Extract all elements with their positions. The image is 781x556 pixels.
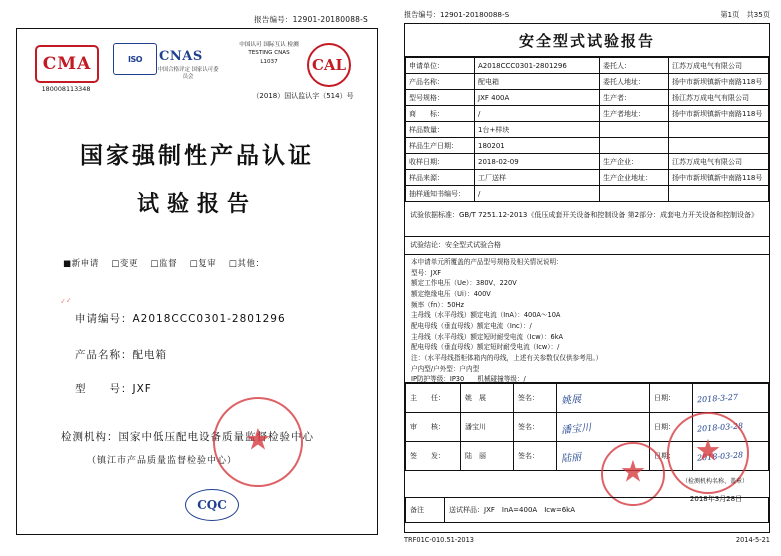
cqc-logo-text: CQC (197, 498, 227, 512)
conclusion-text: 安全型式试验合格 (445, 240, 501, 249)
cma-number: 180008113348 (41, 85, 91, 93)
cell-label: 型号规格： (406, 90, 475, 106)
detail-title: 本申请单元所覆盖的产品型号规格及相关情况说明： (411, 258, 563, 266)
page-subtitle: 试验报告 (136, 191, 257, 217)
cell-value: 扬中市新坝镇新中南路118号 (669, 170, 769, 186)
seal-caption: （检测机构名称、盖章） (681, 478, 748, 485)
detail-line: 频率（fn）：50Hz (411, 300, 464, 309)
cqc-logo (185, 489, 241, 529)
cell-label: 抽样通知书编号： (406, 186, 475, 202)
iso-badge-text: ISO (127, 54, 143, 64)
checkbox-supervision[interactable]: □监督 (150, 259, 178, 269)
iso-badge-icon (113, 43, 157, 75)
table-row (406, 498, 769, 523)
handwritten-signature: 陆丽 (560, 451, 582, 465)
date-label: 日期： (650, 413, 693, 442)
cell-label: 生产企业地址： (600, 170, 669, 186)
checkbox-new-application[interactable]: ■新申请 (63, 259, 99, 269)
detail-line: 额定绝缘电压（Ui）：400V (411, 290, 491, 299)
form-code: TRF01C-010.51-2013 (404, 536, 475, 544)
cnas-logo-sub: 中国合格评定 国家认可委员会 (157, 67, 219, 81)
table-row (406, 138, 769, 154)
signature-role: 签 发： (406, 442, 461, 471)
date-label: 日期： (650, 384, 693, 413)
signature-label: 签名： (514, 384, 557, 413)
handwritten-signature: 姚展 (560, 393, 582, 407)
cell-label: 委托人地址： (600, 74, 669, 90)
handwritten-date: 2018-03-28 (696, 449, 744, 463)
signature-role: 审 核： (406, 413, 461, 442)
cell-label: 生产企业： (600, 154, 669, 170)
cell-value (669, 186, 769, 202)
conclusion-label: 试验结论： (410, 240, 445, 249)
handwritten-date: 2018-3-27 (696, 392, 739, 404)
detail-line: 注：（水平母线指柜体箱内的母线，上述有关参数仅仅供参考用。） (411, 354, 603, 363)
cell-value (669, 138, 769, 154)
certification-logo-row (27, 41, 367, 103)
application-number-field: 申请编号：A2018CCC0301-2801296 (75, 313, 286, 325)
page-counter: 第1页 共35页 (720, 10, 770, 19)
product-detail-section (405, 255, 769, 383)
cell-value: / (475, 106, 600, 122)
signature-role: 主 任： (406, 384, 461, 413)
detail-line: 额定工作电压（Ue）：380V、220V (411, 279, 517, 288)
margin-red-mark: ✓✓ (59, 296, 73, 306)
cell-label: 生产者： (600, 90, 669, 106)
page-title: 国家强制性产品认证 (80, 142, 314, 169)
cell-label: 样品生产日期： (406, 138, 475, 154)
cell-label: 申请单位： (406, 58, 475, 74)
cell-label (600, 138, 669, 154)
cell-value: 江苏万成电气有限公司 (669, 154, 769, 170)
signature-name: 陆 丽 (461, 442, 514, 471)
detail-line: 配电母线（垂直母线）额定电流（Inc）：/ (411, 322, 532, 331)
right-report-number: 报告编号：12901-20180088-S (404, 10, 510, 19)
cell-value: 180201 (475, 138, 600, 154)
cell-label: 样品来源： (406, 170, 475, 186)
table-row (406, 186, 769, 202)
left-page-border (16, 28, 378, 535)
checkbox-review[interactable]: □复审 (189, 259, 217, 269)
institution-field: 检测机构：国家中低压配电设备质量监督检验中心 (61, 431, 314, 443)
date-label: 日期： (650, 442, 693, 471)
signature-name: 姚 展 (461, 384, 514, 413)
cnas-logo-text: CNAS (159, 49, 203, 64)
detail-line: 型号：JXF (411, 268, 442, 277)
cell-value: 江苏万成电气有限公司 (669, 58, 769, 74)
form-date: 2014-5-21 (735, 536, 770, 544)
detail-line: 户内型/户外型：户内型 (411, 364, 480, 373)
standard-text: GB/T 7251.12-2013《低压成套开关设备和控制设备 第2部分：成套电力开关设备和控制设备》 (459, 210, 759, 219)
right-report-page (404, 10, 770, 546)
table-row (406, 106, 769, 122)
product-name-field: 产品名称：配电箱 (75, 349, 167, 361)
standard-label: 试验依据标准： (410, 210, 459, 219)
standard-section (405, 207, 769, 237)
cell-value: 2018-02-09 (475, 154, 600, 170)
signature-label: 签名： (514, 413, 557, 442)
cal-approval-number: （2018）国认监认字（514）号 (252, 92, 354, 100)
handwritten-signature: 潘宝川 (560, 421, 592, 437)
cell-value: 配电箱 (475, 74, 600, 90)
signature-name: 潘宝川 (461, 413, 514, 442)
cell-value: A2018CCC0301-2801296 (475, 58, 600, 74)
checkbox-change[interactable]: □变更 (111, 259, 139, 269)
detail-line: 配电母线（垂直母线）额定短时耐受电流（Icw）：/ (411, 343, 560, 352)
handwritten-date: 2018-03-28 (696, 420, 744, 434)
remark-text: 送试样品：JXF InA=400A Icw=6kA (445, 498, 769, 523)
detail-line: IP防护等级：IP30 机械碰撞等级：/ (411, 375, 526, 384)
checkbox-other[interactable]: □其他： (228, 259, 265, 269)
cell-value (669, 122, 769, 138)
red-seal-stamp (213, 397, 303, 487)
seal-date: 2018年3月28日 (689, 495, 743, 503)
detail-line: 主母线（水平母线）额定电流（InA）：400A～10A (411, 311, 561, 320)
cell-label: 样品数量： (406, 122, 475, 138)
left-report-number: 报告编号：12901-20180088-S (254, 15, 368, 24)
cell-value: JXF 400A (475, 90, 600, 106)
report-title: 安全型式试验报告 (518, 32, 655, 50)
cell-label: 商 标： (406, 106, 475, 122)
cma-logo-text: CMA (42, 54, 92, 74)
detail-line: 主母线（水平母线）额定短时耐受电流（Icw）：6kA (411, 332, 564, 341)
cal-logo (307, 43, 353, 83)
cell-label: 委托人： (600, 58, 669, 74)
cell-label (600, 186, 669, 202)
cal-logo-text: CAL (311, 56, 347, 74)
remark-label: 备注 (406, 498, 445, 523)
signature-label: 签名： (514, 442, 557, 471)
application-type-checkboxes (63, 257, 274, 269)
cma-logo (35, 45, 99, 83)
cell-value: 1台+样块 (475, 122, 600, 138)
remark-table (405, 497, 769, 523)
cell-value: 扬中市新坝镇新中南路118号 (669, 106, 769, 122)
right-page-border (404, 23, 770, 533)
table-row (406, 154, 769, 170)
cell-value: 工厂送样 (475, 170, 600, 186)
cell-label: 收样日期： (406, 154, 475, 170)
table-row (406, 90, 769, 106)
institution-sub-field: （镇江市产品质量监督检验中心） (87, 456, 238, 466)
cell-value: 扬中市新坝镇新中南路118号 (669, 74, 769, 90)
table-row (406, 122, 769, 138)
cell-value: / (475, 186, 600, 202)
cell-value: 扬江苏万成电气有限公司 (669, 90, 769, 106)
testing-accreditation-block: 中国认可 国际互认 检测 TESTING CNAS L1037 (239, 42, 299, 65)
table-row (406, 74, 769, 90)
table-row (406, 170, 769, 186)
conclusion-section (405, 237, 769, 255)
left-cover-page (16, 14, 378, 538)
cell-label (600, 122, 669, 138)
info-table (405, 57, 769, 202)
table-row (406, 384, 769, 413)
model-field: 型 号：JXF (75, 383, 152, 395)
cell-label: 生产者地址： (600, 106, 669, 122)
table-row (406, 58, 769, 74)
cell-label: 产品名称： (406, 74, 475, 90)
